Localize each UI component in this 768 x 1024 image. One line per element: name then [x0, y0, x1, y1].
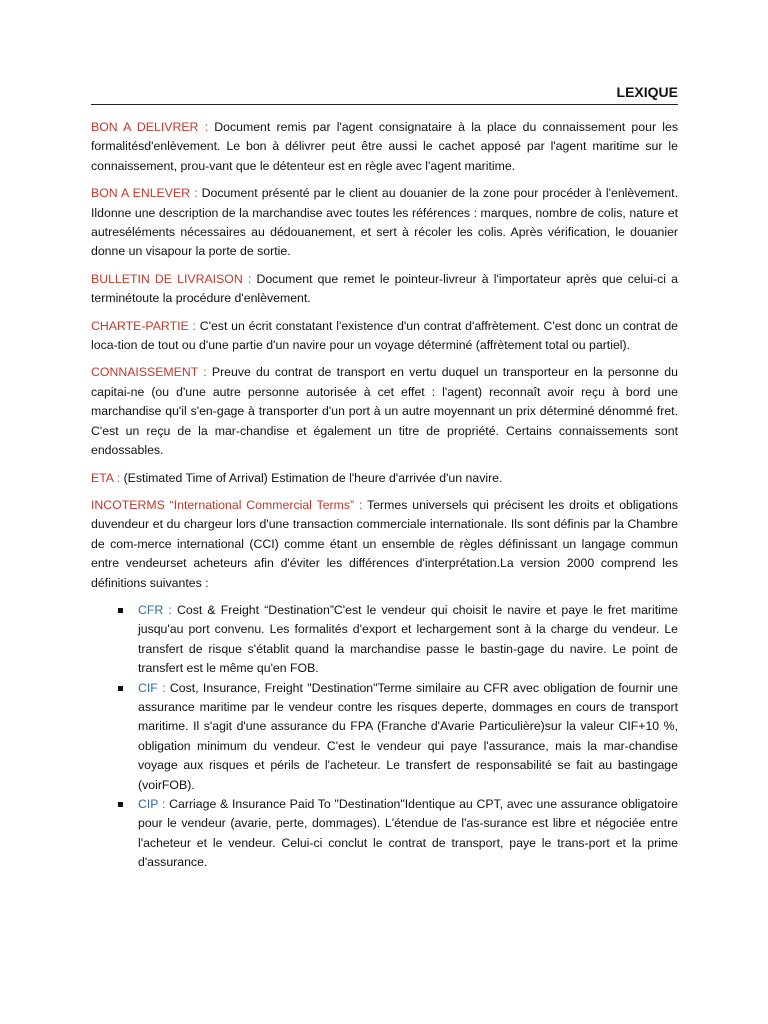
- list-item-term: CFR :: [138, 602, 172, 617]
- incoterms-list: [91, 601, 678, 873]
- square-bullet-icon: [118, 608, 123, 613]
- entry-text: Document que remet le pointeur-livreur à l'importateur après que celui-ci a terminétoute la procédure d'enlèvement.: [91, 271, 678, 306]
- list-item-term: CIP :: [138, 797, 166, 811]
- list-item-cip: [91, 795, 678, 873]
- list-item-text: Carriage & Insurance Paid To "Destination"Identique au CPT, avec une assurance obligatoire pour le vendeur (avarie, perte, dommages). L'étendue de l'as-surance est libre et négociée entre l'acheteur et le vendeur. Celui-ci conclut le contrat de transport, paye le trans-port et la prime d'assurance.: [138, 797, 678, 870]
- entry-term: CONNAISSEMENT :: [91, 365, 207, 380]
- entry-connaissement: [91, 363, 678, 460]
- entry-charte-partie: [91, 317, 678, 356]
- entry-eta: [91, 469, 678, 488]
- entry-term: BON A ENLEVER :: [91, 186, 198, 201]
- list-item-text: Cost, Insurance, Freight "Destination"Terme similaire au CFR avec obligation de fournir une assurance maritime par le vendeur contre les risques deperte, dommages en cours de transport maritime. Il s'agit d'une assurance du FPA (Franche d'Avarie Particulière)sur la valeur CIF+10 %, obligation minimum du vendeur. C'est le vendeur qui paye l'assurance, mais la mar-chandise voyage aux risques et périls de l'acheteur. Le transfert de responsabilité se fait au bastingage (voirFOB).: [138, 680, 678, 792]
- entry-bon-a-enlever: [91, 184, 678, 262]
- document-page: [91, 84, 678, 873]
- list-item-cif: [91, 679, 678, 795]
- entry-incoterms: [91, 496, 678, 593]
- list-item-cfr: [91, 601, 678, 679]
- entry-text: Preuve du contrat de transport en vertu duquel un transporteur en la personne du capitai-ne (ou d'une autre personne autorisée à cet effet : l'agent) reconnaît avoir reçu à bord une marchandise qu'il s'en-gage à transporter d'un port à un autre moyennant un prix déterminé dénommé fret. C'est un reçu de la mar-chandise et également un titre de propriété. Certains connaissements sont endossables.: [91, 365, 678, 458]
- entry-text: C'est un écrit constatant l'existence d'un contrat d'affrètement. C'est donc un contrat de loca-tion de tout ou d'une partie d'un navire pour un voyage déterminé (affrètement total ou partiel).: [91, 318, 678, 353]
- entry-bon-a-delivrer: [91, 118, 678, 176]
- entry-term: BON A DELIVRER :: [91, 120, 209, 134]
- entry-term: ETA :: [91, 470, 121, 485]
- entry-text: Document présenté par le client au douanier de la zone pour procéder à l'enlèvement. Ildonne une description de la marchandise avec toutes les références : marques, nombre de colis, nature et autreséléments nécessaires au dédouanement, et sert à récoler les colis. Après vérification, le douanier donne un visapour la porte de sortie.: [91, 186, 678, 259]
- entry-text: Termes universels qui précisent les droits et obligations duvendeur et du chargeur lors d'une transaction commerciale internationale. Ils sont définis par la Chambre de com-merce international (CCI) comme étant un ensemble de règles définissant un langage commun entre vendeurset acheteurs afin d'éviter les différences d'interprétation.La version 2000 comprend les définitions suivantes :: [91, 497, 678, 590]
- entry-term: CHARTE-PARTIE :: [91, 318, 196, 333]
- list-item-text: Cost & Freight “Destination”C'est le vendeur qui choisit le navire et paye le fret maritime jusqu'au port convenu. Les formalités d'export et lechargement sont à la charge du vendeur. Le transfert de risque s'établit quand la marchandise passe le bastin-gage du navire. Le point de transfert est le même qu'en FOB.: [138, 602, 678, 676]
- entry-term: BULLETIN DE LIVRAISON :: [91, 271, 252, 286]
- list-item-term: CIF :: [138, 680, 166, 695]
- square-bullet-icon: [118, 802, 123, 807]
- entry-text: (Estimated Time of Arrival) Estimation de l'heure d'arrivée d'un navire.: [120, 470, 503, 485]
- page-title: LEXIQUE: [91, 84, 678, 105]
- entry-bulletin-de-livraison: [91, 270, 678, 309]
- square-bullet-icon: [118, 686, 123, 691]
- entry-term: INCOTERMS “International Commercial Terms” :: [91, 497, 363, 512]
- entry-text: Document remis par l'agent consignataire à la place du connaissement pour les formalitésd'enlèvement. Le bon à délivrer peut être aussi le cachet apposé par l'agent maritime sur le connaissement, prou-vant que le détenteur est en règle avec l'agent maritime.: [91, 120, 678, 173]
